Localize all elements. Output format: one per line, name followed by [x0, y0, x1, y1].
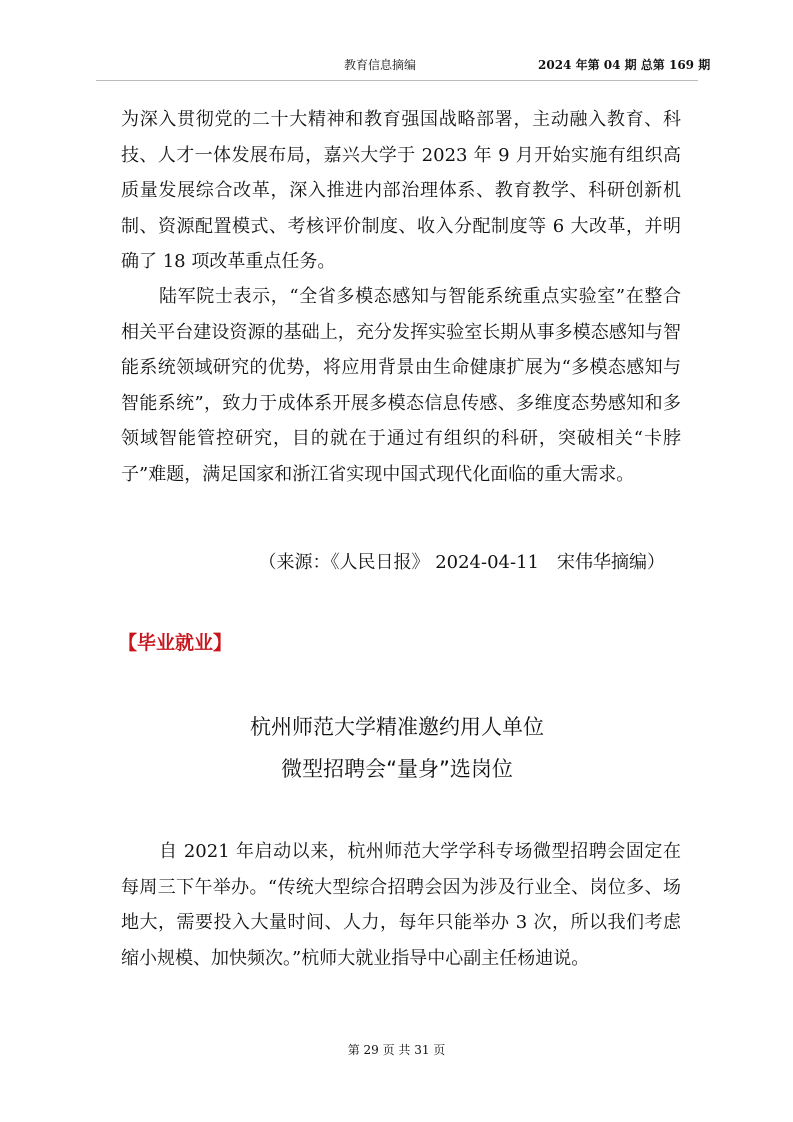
article2-title-line-1: 杭州师范大学精准邀约用人单位 — [250, 715, 544, 739]
article2-title-line-2: 微型招聘会“量身”选岗位 — [281, 757, 513, 781]
header-divider — [96, 80, 698, 81]
article1-source: （来源：《人民日报》 2024-04-11 宋伟华摘编） — [258, 552, 665, 573]
article2-title — [96, 706, 698, 790]
article1-paragraph-2: 陆军院士表示，“全省多模态感知与智能系统重点实验室”在整合相关平台建设资源的基础上，充分发挥实验室长期从事多模态感知与智能系统领域研究的优势，将应用背景由生命健康扩展为“多模态感知与智能系统”，致力于成体系开展多模态信息传感、多维度态势感知和多领域智能管控研究，目的就在于通过有组织的科研，突破相关“卡脖子”难题，满足国家和浙江省实现中国式现代化面临的重大需求。 — [121, 286, 681, 485]
article1-paragraph-1: 为深入贯彻党的二十大精神和教育强国战略部署，主动融入教育、科技、人才一体发展布局，嘉兴大学于 2023 年 9 月开始实施有组织高质量发展综合改革，深入推进内部治理体系、教育教学、科研创新机制、资源配置模式、考核评价制度、收入分配制度等 6 大改革，并明确了 18 项改革重点任务。 — [121, 109, 681, 273]
publication-name: 教育信息摘编 — [344, 58, 417, 72]
issue-number: 2024 年第 04 期 总第 169 期 — [538, 58, 711, 72]
page-footer: 第 29 页 共 31 页 — [347, 1043, 446, 1057]
article2-paragraph: 自 2021 年启动以来，杭州师范大学学科专场微型招聘会固定在每周三下午举办。“传统大型综合招聘会因为涉及行业全、岗位多、场地大，需要投入大量时间、人力，每年只能举办 3 次，所以我们考虑缩小规模、加快频次。”杭师大就业指导中心副主任杨迪说。 — [121, 841, 681, 969]
page-header — [0, 56, 793, 76]
section-tag: 【毕业就业】 — [118, 632, 233, 654]
